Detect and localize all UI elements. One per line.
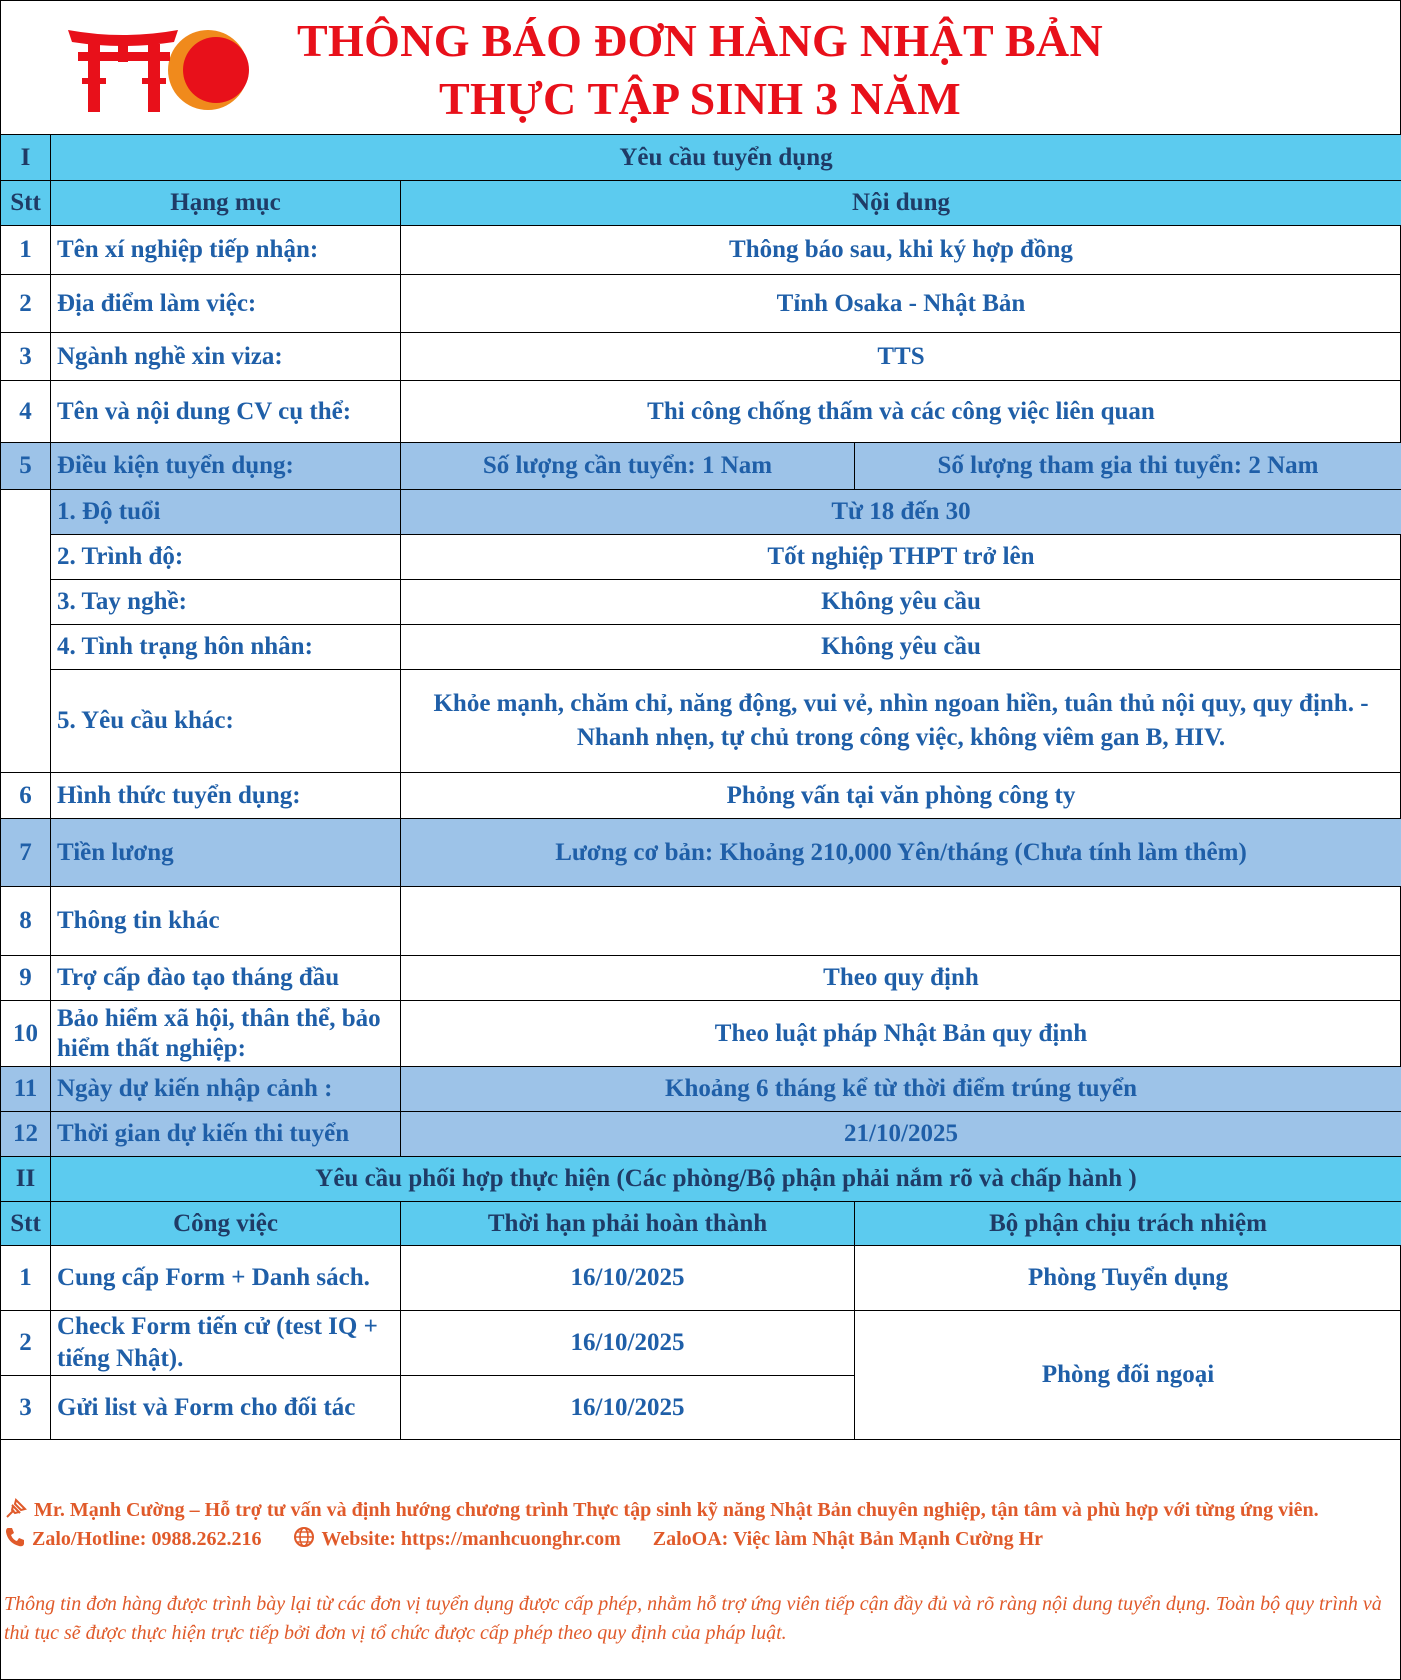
row-value — [401, 887, 1401, 956]
task-stt: 1 — [1, 1246, 51, 1311]
condition-value: Tốt nghiệp THPT trở lên — [401, 535, 1401, 580]
condition-label: 5. Yêu cầu khác: — [51, 670, 401, 773]
task-name: Cung cấp Form + Danh sách. — [51, 1246, 401, 1311]
candidates-cell: Số lượng tham gia thi tuyển: 2 Nam — [855, 443, 1401, 490]
col-stt: Stt — [1, 181, 51, 226]
row-stt: 3 — [1, 333, 51, 381]
row-label: Bảo hiểm xã hội, thân thể, bảo hiểm thất nghiệp: — [51, 1001, 401, 1067]
task-name: Check Form tiến cử (test IQ + tiếng Nhật). — [51, 1311, 401, 1376]
globe-icon — [293, 1526, 315, 1548]
condition-value: Không yêu cầu — [401, 625, 1401, 670]
row-label: Tiền lương — [51, 819, 401, 887]
order-table — [0, 134, 1401, 1440]
quota-cell: Số lượng cần tuyển: 1 Nam — [401, 443, 855, 490]
table-row — [1, 226, 1401, 275]
row-value: Theo luật pháp Nhật Bản quy định — [401, 1001, 1401, 1067]
section-2-column-header — [1, 1202, 1401, 1246]
condition-item — [1, 490, 1401, 535]
conditions-row — [1, 443, 1401, 490]
zalo-oa-text[interactable]: ZaloOA: Việc làm Nhật Bản Mạnh Cường Hr — [652, 1528, 1044, 1550]
col-category: Hạng mục — [51, 181, 401, 226]
task-deadline: 16/10/2025 — [401, 1246, 855, 1311]
row-stt: 2 — [1, 275, 51, 333]
row-label: Thông tin khác — [51, 887, 401, 956]
section-2-header — [1, 1157, 1401, 1202]
col-deadline: Thời hạn phải hoàn thành — [401, 1202, 855, 1246]
website-link[interactable]: Website: https://manhcuonghr.com — [321, 1528, 621, 1550]
row-stt: 4 — [1, 381, 51, 443]
section-1-header — [1, 135, 1401, 181]
col-stt: Stt — [1, 1202, 51, 1246]
row-label: Hình thức tuyển dụng: — [51, 773, 401, 819]
salary-row — [1, 819, 1401, 887]
row-label: Tên xí nghiệp tiếp nhận: — [51, 226, 401, 275]
row-stt: 5 — [1, 443, 51, 490]
row-label: Trợ cấp đào tạo tháng đầu — [51, 956, 401, 1001]
footer-intro: Mr. Mạnh Cường – Hỗ trợ tư vấn và định hướng chương trình Thực tập sinh kỹ năng Nhật Bản chuyên nghiệp, tận tâm và phù hợp với từng ứng viên. — [34, 1499, 1319, 1521]
pin-icon — [4, 1497, 28, 1519]
task-dept: Phòng Tuyển dụng — [855, 1246, 1401, 1311]
row-label: Ngày dự kiến nhập cảnh : — [51, 1067, 401, 1112]
col-content: Nội dung — [401, 181, 1401, 226]
condition-value: Không yêu cầu — [401, 580, 1401, 625]
salary-value: Lương cơ bản: Khoảng 210,000 Yên/tháng (Chưa tính làm thêm) — [401, 819, 1401, 887]
condition-label: 3. Tay nghề: — [51, 580, 401, 625]
condition-label: 4. Tình trạng hôn nhân: — [51, 625, 401, 670]
task-deadline: 16/10/2025 — [401, 1376, 855, 1440]
row-stt: 6 — [1, 773, 51, 819]
condition-label: 1. Độ tuổi — [51, 490, 401, 535]
row-stt: 7 — [1, 819, 51, 887]
condition-item — [1, 625, 1401, 670]
other-requirements: Khỏe mạnh, chăm chỉ, năng động, vui vẻ, nhìn ngoan hiền, tuân thủ nội quy, quy định. - Nhanh nhẹn, tự chủ trong công việc, không viêm gan B, HIV. — [401, 670, 1401, 773]
row-label: Địa điểm làm việc: — [51, 275, 401, 333]
table-row — [1, 333, 1401, 381]
table-row — [1, 773, 1401, 819]
condition-value: Từ 18 đến 30 — [401, 490, 1401, 535]
row-value: Phỏng vấn tại văn phòng công ty — [401, 773, 1401, 819]
condition-item — [1, 535, 1401, 580]
task-row — [1, 1311, 1401, 1376]
row-label: Thời gian dự kiến thi tuyển — [51, 1112, 401, 1157]
row-value: Tỉnh Osaka - Nhật Bản — [401, 275, 1401, 333]
row-stt: 8 — [1, 887, 51, 956]
hotline-text[interactable]: Zalo/Hotline: 0988.262.216 — [32, 1528, 262, 1550]
row-value: Theo quy định — [401, 956, 1401, 1001]
row-value: Khoảng 6 tháng kể từ thời điểm trúng tuyển — [401, 1067, 1401, 1112]
section-1-title: Yêu cầu tuyển dụng — [51, 135, 1401, 181]
disclaimer-note: Thông tin đơn hàng được trình bày lại từ các đơn vị tuyển dụng được cấp phép, nhằm hỗ trợ ứng viên tiếp cận đầy đủ và rõ ràng nội dung tuyển dụng. Toàn bộ quy trình và thủ tục sẽ được thực hiện trực tiếp bởi đơn vị tổ chức được cấp phép theo quy định của pháp luật. — [4, 1593, 1382, 1644]
col-task: Công việc — [51, 1202, 401, 1246]
row-value: Thông báo sau, khi ký hợp đồng — [401, 226, 1401, 275]
row-stt: 12 — [1, 1112, 51, 1157]
table-row — [1, 887, 1401, 956]
row-value: TTS — [401, 333, 1401, 381]
phone-icon — [4, 1526, 26, 1548]
task-dept: Phòng đối ngoại — [855, 1311, 1401, 1440]
col-dept: Bộ phận chịu trách nhiệm — [855, 1202, 1401, 1246]
row-label: Tên và nội dung CV cụ thể: — [51, 381, 401, 443]
condition-item — [1, 670, 1401, 773]
section-2-title: Yêu cầu phối hợp thực hiện (Các phòng/Bộ phận phải nắm rõ và chấp hành ) — [51, 1157, 1401, 1202]
table-row — [1, 1112, 1401, 1157]
row-label: Ngành nghề xin viza: — [51, 333, 401, 381]
condition-item — [1, 580, 1401, 625]
title-line-2: THỰC TẬP SINH 3 NĂM — [439, 73, 961, 124]
task-deadline: 16/10/2025 — [401, 1311, 855, 1376]
row-value: 21/10/2025 — [401, 1112, 1401, 1157]
task-row — [1, 1246, 1401, 1311]
table-row — [1, 956, 1401, 1001]
table-row — [1, 275, 1401, 333]
title-line-1: THÔNG BÁO ĐƠN HÀNG NHẬT BẢN — [297, 15, 1103, 66]
table-row — [1, 1067, 1401, 1112]
table-row — [1, 381, 1401, 443]
footer-contact-line — [4, 1525, 1394, 1554]
row-label: Điều kiện tuyển dụng: — [51, 443, 401, 490]
table-row — [1, 1001, 1401, 1067]
contact-footer — [4, 1496, 1394, 1554]
row-stt: 10 — [1, 1001, 51, 1067]
task-name: Gửi list và Form cho đối tác — [51, 1376, 401, 1440]
task-stt: 2 — [1, 1311, 51, 1376]
row-stt: 11 — [1, 1067, 51, 1112]
page-header — [0, 0, 1401, 134]
section-2-roman: II — [1, 1157, 51, 1202]
row-value: Thi công chống thấm và các công việc liên quan — [401, 381, 1401, 443]
task-stt: 3 — [1, 1376, 51, 1440]
footer-intro-line — [4, 1496, 1394, 1525]
condition-label: 2. Trình độ: — [51, 535, 401, 580]
row-stt: 9 — [1, 956, 51, 1001]
section-1-column-header — [1, 181, 1401, 226]
row-stt: 1 — [1, 226, 51, 275]
section-1-roman: I — [1, 135, 51, 181]
conditions-spacer — [1, 490, 51, 773]
